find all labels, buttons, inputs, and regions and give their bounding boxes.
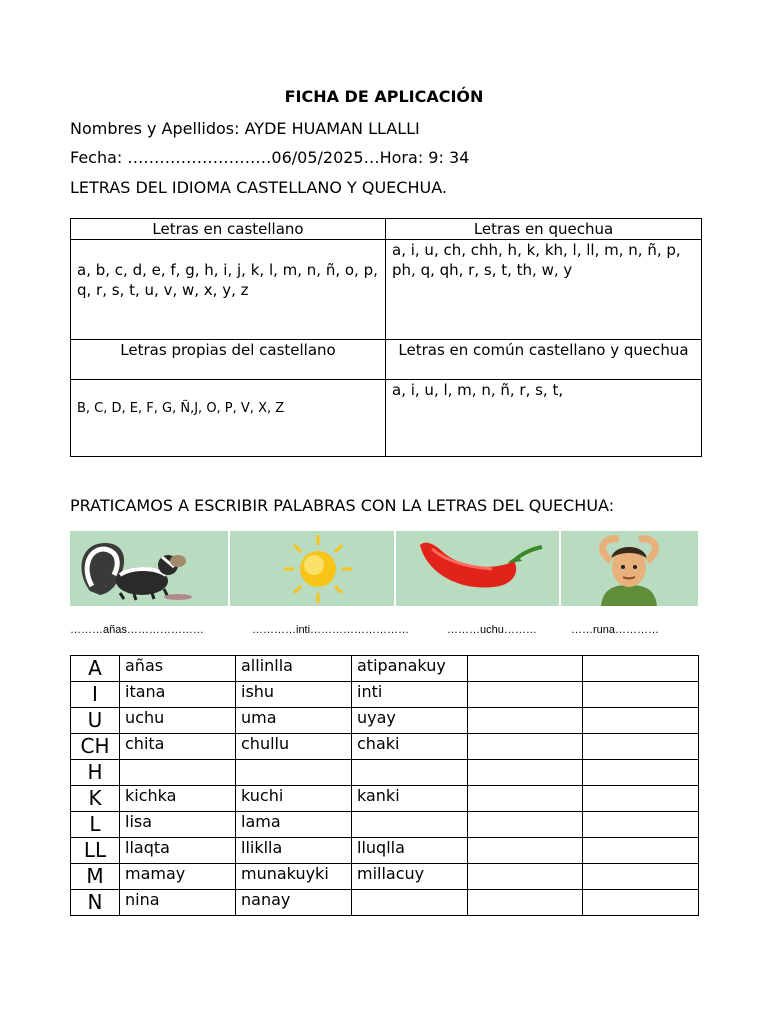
word-cell [583,708,699,734]
word-cell [583,760,699,786]
word-cell [583,734,699,760]
word-cell: lisa [120,812,236,838]
word-cell [583,786,699,812]
word-cell [468,838,583,864]
word-row [71,890,699,916]
word-row [71,812,699,838]
section-subtitle: LETRAS DEL IDIOMA CASTELLANO Y QUECHUA. [70,178,447,197]
word-cell: allinlla [236,656,352,682]
sun-illustration [230,531,394,606]
word-cell [583,682,699,708]
header-propias: Letras propias del castellano [71,340,386,380]
comun-letters: a, i, u, l, m, n, ñ, r, s, t, [386,380,702,457]
propias-cell [71,380,386,457]
word-cell: chullu [236,734,352,760]
caption-runa: ……runa………… [571,624,660,636]
word-cell [583,812,699,838]
word-cell: mamay [120,864,236,890]
word-row [71,864,699,890]
word-cell [236,760,352,786]
word-cell: inti [352,682,468,708]
practice-heading: PRATICAMOS A ESCRIBIR PALABRAS CON LA LETRAS DEL QUECHUA: [70,496,615,515]
word-cell: kichka [120,786,236,812]
word-cell [352,890,468,916]
word-cell: itana [120,682,236,708]
page-title: FICHA DE APLICACIÓN [284,87,484,106]
date-line: Fecha: ………………………06/05/2025…Hora: 9: 34 [70,148,470,167]
word-cell: uchu [120,708,236,734]
caption-inti: …………inti……………………… [252,624,410,636]
row-letter: M [71,864,120,890]
word-row [71,838,699,864]
row-letter: K [71,786,120,812]
word-cell: uyay [352,708,468,734]
row-letter: LL [71,838,120,864]
word-cell: kuchi [236,786,352,812]
word-row [71,656,699,682]
word-cell [468,812,583,838]
word-row [71,682,699,708]
castellano-letters: a, b, c, d, e, f, g, h, i, j, k, l, m, n, ñ, o, p, q, r, s, t, u, v, w, x, y, z [77,261,378,299]
castellano-cell [71,240,386,340]
word-cell [583,838,699,864]
quechua-letters: a, i, u, ch, chh, h, k, kh, l, ll, m, n, ñ, p, ph, q, qh, r, s, t, th, w, y [386,240,702,340]
row-letter: H [71,760,120,786]
word-cell: ishu [236,682,352,708]
row-letter: U [71,708,120,734]
word-cell: chita [120,734,236,760]
word-cell [583,890,699,916]
word-cell: kanki [352,786,468,812]
row-letter: A [71,656,120,682]
word-cell: lliklla [236,838,352,864]
words-table [70,655,699,916]
skunk-illustration [70,531,228,606]
caption-anas: ………añas………………… [70,624,204,636]
row-letter: L [71,812,120,838]
word-cell [583,864,699,890]
word-cell: atipanakuy [352,656,468,682]
word-cell: lluqlla [352,838,468,864]
word-row [71,708,699,734]
header-comun: Letras en común castellano y quechua [386,340,702,380]
image-strip [70,531,698,606]
chili-pepper-illustration [396,531,559,606]
word-cell: munakuyki [236,864,352,890]
propias-letters: B, C, D, E, F, G, Ñ,J, O, P, V, X, Z [77,401,285,416]
word-cell: añas [120,656,236,682]
word-row [71,786,699,812]
word-cell: nanay [236,890,352,916]
boy-head-illustration [561,531,698,606]
word-cell [468,864,583,890]
word-cell [468,708,583,734]
word-cell: lama [236,812,352,838]
letters-table [70,218,702,457]
word-cell: chaki [352,734,468,760]
word-cell: millacuy [352,864,468,890]
row-letter: I [71,682,120,708]
caption-uchu: ………uchu……… [447,624,537,636]
word-cell [352,760,468,786]
word-cell: llaqta [120,838,236,864]
word-row [71,734,699,760]
student-name-line: Nombres y Apellidos: AYDE HUAMAN LLALLI [70,119,420,138]
word-row [71,760,699,786]
word-cell [120,760,236,786]
word-cell [468,890,583,916]
word-cell [468,786,583,812]
word-cell [468,734,583,760]
word-cell [468,760,583,786]
row-letter: CH [71,734,120,760]
word-cell: nina [120,890,236,916]
word-cell [583,656,699,682]
row-letter: N [71,890,120,916]
word-cell [468,682,583,708]
header-castellano: Letras en castellano [71,219,386,240]
header-quechua: Letras en quechua [386,219,702,240]
word-cell: uma [236,708,352,734]
word-cell [352,812,468,838]
word-cell [468,656,583,682]
